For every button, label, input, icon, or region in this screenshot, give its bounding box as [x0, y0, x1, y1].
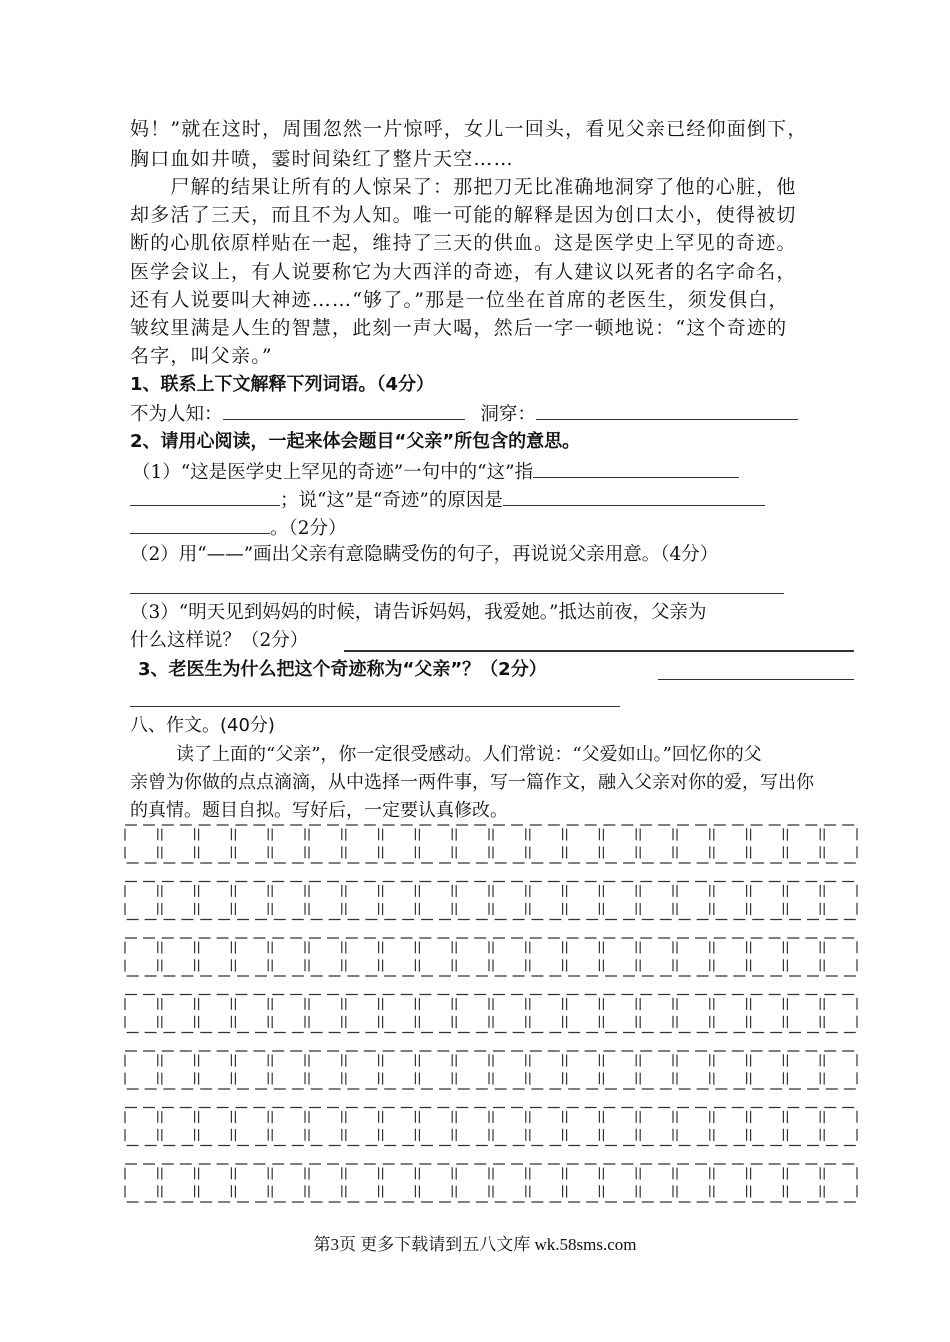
grid-cell[interactable] [383, 1108, 416, 1146]
grid-cell[interactable] [824, 1108, 857, 1146]
grid-cell[interactable] [567, 938, 600, 976]
answer-line-4[interactable] [130, 706, 620, 707]
question-3-title: 3、老医生为什么把这个奇迹称为“父亲”？（2分） [138, 659, 547, 680]
grid-cell[interactable] [603, 1108, 636, 1146]
story-line-7: 还有人说要叫大神迹……“够了。”那是一位坐在首席的老医生，须发俱白， [130, 289, 789, 311]
grid-cell[interactable] [235, 938, 268, 976]
grid-cell[interactable] [199, 938, 232, 976]
grid-cell[interactable] [493, 995, 526, 1033]
grid-cell[interactable] [272, 995, 305, 1033]
story-line-4: 却多活了三天，而且不为人知。唯一可能的解释是因为创口太小，使得被切 [130, 204, 797, 226]
grid-cell[interactable] [567, 1164, 600, 1202]
question-2-part-2: （2）用“——”画出父亲有意隐瞒受伤的句子，再说说父亲用意。（4分） [130, 544, 719, 565]
essay-prompt-line-1: 读了上面的“父亲”，你一定很受感动。人们常说：“父爱如山。”回忆你的父 [176, 744, 762, 765]
essay-prompt-line-2: 亲曾为你做的点点滴滴，从中选择一两件事，写一篇作文，融入父亲对你的爱，写出你 [130, 772, 814, 793]
grid-cell[interactable] [677, 1108, 710, 1146]
grid-cell[interactable] [162, 938, 195, 976]
grid-cell[interactable] [530, 1164, 563, 1202]
grid-cell[interactable] [125, 882, 158, 920]
grid-cell[interactable] [787, 825, 820, 863]
grid-cell[interactable] [309, 882, 342, 920]
grid-cell[interactable] [824, 1164, 857, 1202]
grid-cell[interactable] [162, 995, 195, 1033]
grid-cell[interactable] [640, 995, 673, 1033]
grid-cell[interactable] [603, 995, 636, 1033]
grid-cell[interactable] [493, 1108, 526, 1146]
grid-cell[interactable] [346, 882, 379, 920]
grid-cell[interactable] [419, 995, 452, 1033]
story-line-8: 皱纹里满是人生的智慧，此刻一声大喝，然后一字一顿地说：“这个奇迹的 [130, 317, 788, 339]
grid-cell[interactable] [456, 1051, 489, 1089]
grid-cell[interactable] [714, 1051, 747, 1089]
grid-cell[interactable] [530, 825, 563, 863]
grid-cell[interactable] [640, 825, 673, 863]
story-line-2: 胸口血如井喷，霎时间染红了整片天空…… [130, 148, 514, 170]
page-footer: 第3页 更多下载请到五八文库 wk.58sms.com [313, 1235, 637, 1254]
question-2-part-1c [130, 515, 347, 541]
grid-cell[interactable] [714, 995, 747, 1033]
grid-cell[interactable] [346, 938, 379, 976]
essay-prompt-line-3: 的真情。题目自拟。写好后，一定要认真修改。 [130, 800, 508, 821]
grid-cell[interactable] [419, 882, 452, 920]
grid-cell[interactable] [272, 938, 305, 976]
question-2-part-3b-text: 什么这样说？（2分） [130, 630, 309, 651]
grid-cell[interactable] [714, 1108, 747, 1146]
grid-cell[interactable] [751, 995, 784, 1033]
grid-cell[interactable] [162, 1051, 195, 1089]
grid-cell[interactable] [530, 1108, 563, 1146]
grid-cell[interactable] [677, 995, 710, 1033]
question-2-title: 2、请用心阅读，一起来体会题目“父亲”所包含的意思。 [130, 431, 581, 452]
grid-cell[interactable] [272, 1164, 305, 1202]
grid-cell[interactable] [751, 1108, 784, 1146]
grid-cell[interactable] [235, 1164, 268, 1202]
grid-cell[interactable] [125, 825, 158, 863]
grid-cell[interactable] [603, 1051, 636, 1089]
grid-cell[interactable] [162, 825, 195, 863]
answer-line-3[interactable] [658, 679, 854, 680]
grid-cell[interactable] [714, 882, 747, 920]
grid-cell[interactable] [603, 938, 636, 976]
grid-cell[interactable] [493, 882, 526, 920]
grid-cell[interactable] [824, 825, 857, 863]
grid-cell[interactable] [824, 995, 857, 1033]
grid-cell[interactable] [309, 995, 342, 1033]
grid-cell[interactable] [530, 938, 563, 976]
grid-cell[interactable] [199, 825, 232, 863]
grid-cell[interactable] [456, 825, 489, 863]
grid-cell[interactable] [456, 938, 489, 976]
grid-cell[interactable] [125, 1051, 158, 1089]
story-line-3: 尸解的结果让所有的人惊呆了：那把刀无比准确地洞穿了他的心脏，他 [130, 176, 797, 198]
story-line-1: 妈！”就在这时，周围忽然一片惊呼，女儿一回头，看见父亲已经仰面倒下， [130, 118, 808, 140]
answer-line-2[interactable] [344, 650, 854, 652]
grid-cell[interactable] [346, 1108, 379, 1146]
grid-cell[interactable] [125, 995, 158, 1033]
question-2-part-3a: （3）“明天见到妈妈的时候，请告诉妈妈，我爱她。”抵达前夜，父亲为 [130, 602, 707, 623]
grid-cell[interactable] [383, 825, 416, 863]
grid-cell[interactable] [714, 825, 747, 863]
question-2-part-1a [132, 459, 739, 485]
grid-cell[interactable] [493, 825, 526, 863]
grid-cell[interactable] [272, 1108, 305, 1146]
grid-cell[interactable] [419, 1108, 452, 1146]
grid-cell[interactable] [162, 882, 195, 920]
grid-cell[interactable] [456, 1164, 489, 1202]
grid-cell[interactable] [567, 1108, 600, 1146]
question-2-part-3b [130, 629, 308, 653]
grid-cell[interactable] [824, 1051, 857, 1089]
grid-cell[interactable] [235, 1051, 268, 1089]
grid-cell[interactable] [567, 825, 600, 863]
grid-cell[interactable] [125, 1108, 158, 1146]
grid-cell[interactable] [162, 1164, 195, 1202]
grid-cell[interactable] [787, 1051, 820, 1089]
grid-cell[interactable] [640, 1164, 673, 1202]
word-label-1: 不为人知： [130, 404, 223, 425]
grid-cell[interactable] [309, 1108, 342, 1146]
grid-cell[interactable] [751, 1164, 784, 1202]
grid-cell[interactable] [640, 1108, 673, 1146]
grid-cell[interactable] [346, 1051, 379, 1089]
grid-cell[interactable] [235, 1108, 268, 1146]
grid-cell[interactable] [677, 1051, 710, 1089]
grid-cell[interactable] [530, 995, 563, 1033]
grid-cell[interactable] [787, 938, 820, 976]
essay-title: 八、作文。(40分) [130, 715, 275, 736]
grid-cell[interactable] [677, 825, 710, 863]
grid-cell[interactable] [419, 938, 452, 976]
grid-cell[interactable] [235, 882, 268, 920]
question-2-part-1a-text: （1）“这是医学史上罕见的奇迹”一句中的“这”指 [132, 462, 534, 483]
grid-cell[interactable] [530, 1051, 563, 1089]
grid-cell[interactable] [567, 995, 600, 1033]
answer-blank-5[interactable] [503, 487, 765, 506]
grid-cell[interactable] [751, 882, 784, 920]
answer-blank-2[interactable] [536, 401, 798, 420]
grid-cell[interactable] [272, 882, 305, 920]
grid-cell[interactable] [824, 882, 857, 920]
grid-cell[interactable] [824, 938, 857, 976]
grid-cell[interactable] [493, 938, 526, 976]
grid-cell[interactable] [125, 938, 158, 976]
grid-cell[interactable] [199, 882, 232, 920]
grid-cell[interactable] [309, 1164, 342, 1202]
story-line-9: 名字，叫父亲。” [130, 345, 273, 367]
grid-cell[interactable] [787, 1108, 820, 1146]
grid-cell[interactable] [199, 1051, 232, 1089]
grid-cell[interactable] [346, 825, 379, 863]
grid-cell[interactable] [493, 1051, 526, 1089]
grid-cell[interactable] [162, 1108, 195, 1146]
grid-cell[interactable] [235, 995, 268, 1033]
grid-cell[interactable] [309, 1051, 342, 1089]
question-2-part-1c-text: 。（2分） [270, 518, 347, 539]
grid-cell[interactable] [751, 938, 784, 976]
grid-cell[interactable] [530, 882, 563, 920]
grid-cell[interactable] [272, 825, 305, 863]
question-2-part-1b [130, 487, 765, 513]
essay-writing-grid[interactable] [122, 822, 864, 1208]
grid-cell[interactable] [383, 1051, 416, 1089]
question-2-part-1b-text: ；说“这”是“奇迹”的原因是 [280, 490, 503, 511]
grid-cell[interactable] [603, 825, 636, 863]
grid-cell[interactable] [640, 938, 673, 976]
answer-blank-4[interactable] [130, 487, 280, 506]
grid-cell[interactable] [751, 825, 784, 863]
grid-cell[interactable] [272, 1051, 305, 1089]
grid-cell[interactable] [677, 938, 710, 976]
grid-cell[interactable] [787, 882, 820, 920]
grid-cell[interactable] [640, 882, 673, 920]
grid-cell[interactable] [419, 825, 452, 863]
grid-cell[interactable] [567, 1051, 600, 1089]
story-line-6: 医学会议上，有人说要称它为大西洋的奇迹，有人建议以死者的名字命名， [130, 261, 797, 283]
grid-cell[interactable] [235, 825, 268, 863]
grid-cell[interactable] [751, 1051, 784, 1089]
grid-cell[interactable] [677, 1164, 710, 1202]
grid-cell[interactable] [309, 825, 342, 863]
grid-cell[interactable] [677, 882, 710, 920]
grid-cell[interactable] [383, 995, 416, 1033]
answer-blank-3[interactable] [533, 459, 739, 478]
grid-cell[interactable] [199, 1108, 232, 1146]
grid-cell[interactable] [714, 938, 747, 976]
grid-cell[interactable] [456, 995, 489, 1033]
question-1-title: 1、联系上下文解释下列词语。（4分） [130, 374, 435, 395]
question-1-answers [130, 401, 798, 427]
grid-cell[interactable] [640, 1051, 673, 1089]
answer-line-1[interactable] [130, 593, 784, 594]
grid-cell[interactable] [419, 1164, 452, 1202]
grid-cell[interactable] [456, 1108, 489, 1146]
grid-cell[interactable] [199, 1164, 232, 1202]
grid-cell[interactable] [787, 1164, 820, 1202]
grid-cell[interactable] [383, 1164, 416, 1202]
grid-cell[interactable] [125, 1164, 158, 1202]
grid-cell[interactable] [787, 995, 820, 1033]
grid-cell[interactable] [714, 1164, 747, 1202]
word-label-2: 洞穿： [480, 404, 536, 425]
answer-blank-1[interactable] [223, 401, 465, 420]
grid-cell[interactable] [309, 938, 342, 976]
grid-cell[interactable] [456, 882, 489, 920]
grid-cell[interactable] [567, 882, 600, 920]
grid-cell[interactable] [346, 1164, 379, 1202]
grid-cell[interactable] [383, 938, 416, 976]
grid-cell[interactable] [493, 1164, 526, 1202]
grid-cell[interactable] [383, 882, 416, 920]
answer-blank-6[interactable] [130, 515, 270, 534]
grid-cell[interactable] [603, 882, 636, 920]
grid-cell[interactable] [419, 1051, 452, 1089]
story-line-5: 断的心肌依原样贴在一起，维持了三天的供血。这是医学史上罕见的奇迹。 [130, 232, 797, 254]
grid-cell[interactable] [199, 995, 232, 1033]
grid-cell[interactable] [603, 1164, 636, 1202]
grid-cell[interactable] [346, 995, 379, 1033]
